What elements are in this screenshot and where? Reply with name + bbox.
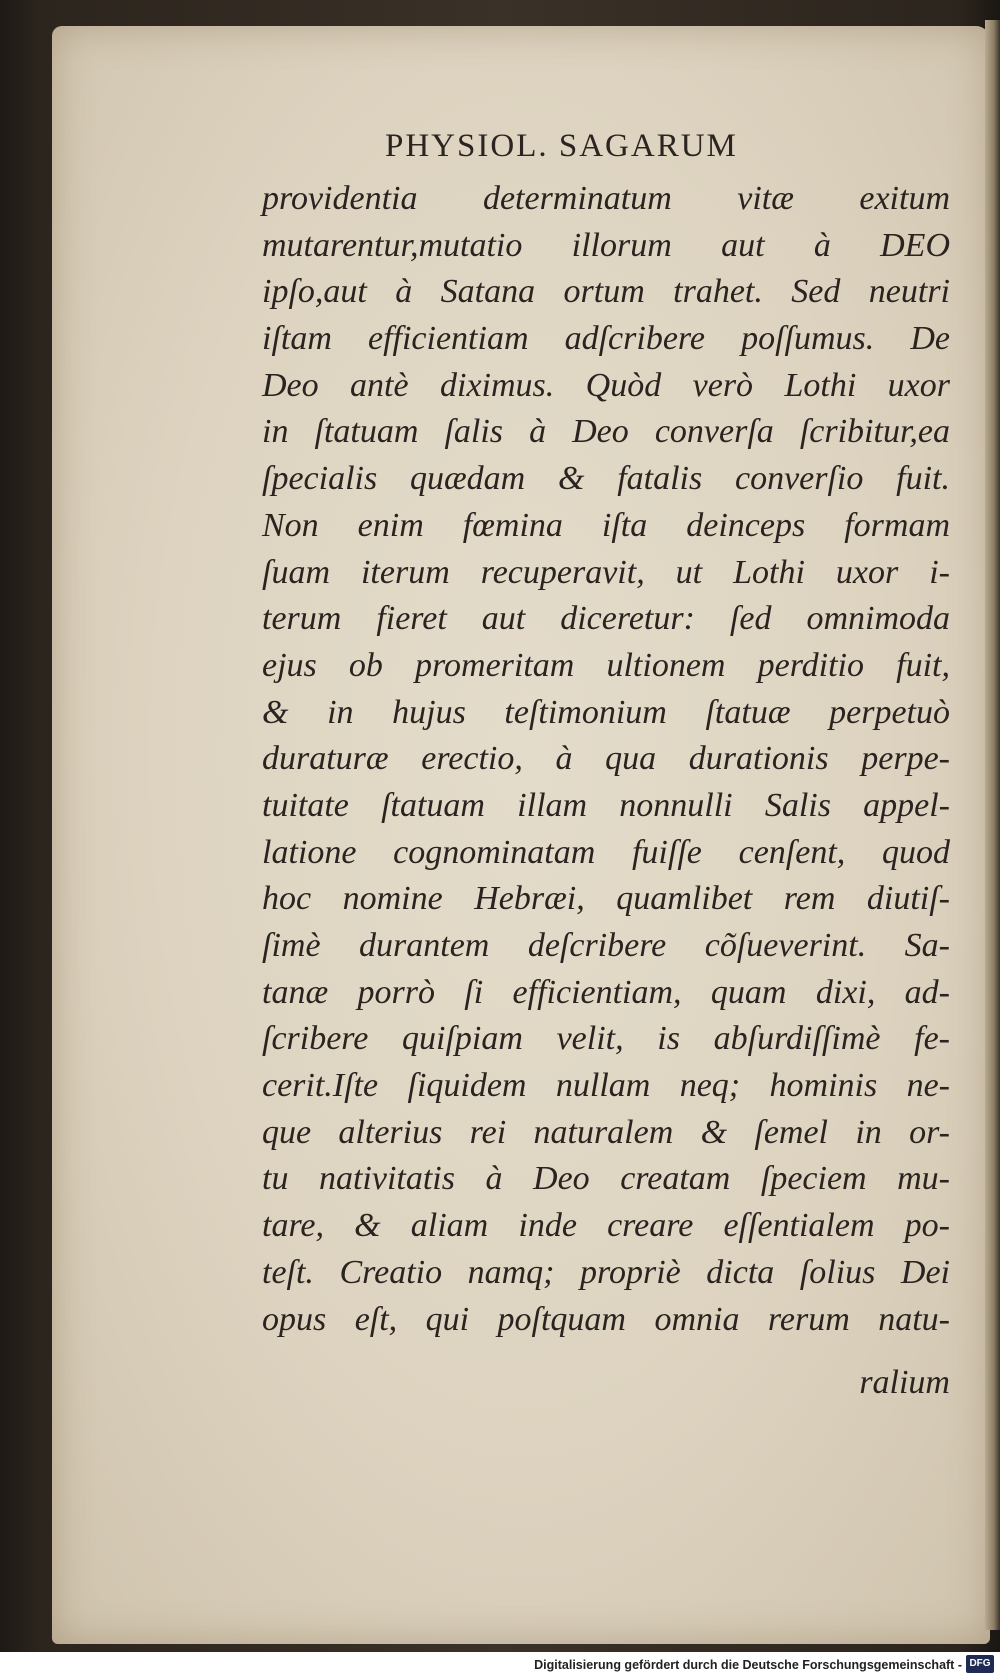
- text-line: tare, & aliam inde creare eſſentialem po-: [262, 1207, 950, 1245]
- text-line: in ſtatuam ſalis à Deo converſa ſcribitur,ea: [262, 413, 950, 451]
- footer-credit: Digitalisierung gefördert durch die Deutsche Forschungsgemeinschaft -: [534, 1658, 962, 1672]
- catchword: ralium: [859, 1364, 950, 1401]
- text-line: iſtam efficientiam adſcribere poſſumus. De: [262, 320, 950, 358]
- text-line: ſimè durantem deſcribere cõſueverint. Sa-: [262, 927, 950, 964]
- text-line: hoc nomine Hebræi, quamlibet rem diutiſ-: [262, 880, 950, 918]
- text-line: que alterius rei naturalem & ſemel in or-: [262, 1113, 950, 1151]
- digitization-footer: [0, 1652, 1000, 1678]
- text-line: Deo antè diximus. Quòd verò Lothi uxor: [262, 366, 950, 404]
- text-line: mutarentur,mutatio illorum aut à DEO: [262, 226, 950, 264]
- text-line: Non enim fœmina iſta deinceps formam: [262, 506, 950, 544]
- text-line: ſuam iterum recuperavit, ut Lothi uxor i-: [262, 553, 950, 591]
- text-line: providentia determinatum vitæ exitum: [262, 180, 950, 217]
- text-line: cerit.Iſte ſiquidem nullam neq; hominis ne-: [262, 1067, 950, 1105]
- body-text: [262, 176, 950, 1343]
- text-line: teſt. Creatio namq; propriè dicta ſolius Dei: [262, 1253, 950, 1291]
- text-line: & in hujus teſtimonium ſtatuæ perpetuò: [262, 693, 950, 731]
- text-line: ſcribere quiſpiam velit, is abſurdiſſimè fe-: [262, 1020, 950, 1058]
- page-edge: [985, 20, 1000, 1630]
- text-line: tanæ porrò ſi efficientiam, quam dixi, ad-: [262, 973, 950, 1011]
- text-line: terum fieret aut diceretur: ſed omnimoda: [262, 600, 950, 638]
- text-line: tuitate ſtatuam illam nonnulli Salis appel-: [262, 786, 950, 824]
- text-line: ipſo,aut à Satana ortum trahet. Sed neutri: [262, 273, 950, 311]
- text-line: duraturæ erectio, à qua durationis perpe-: [262, 740, 950, 778]
- text-line: opus eſt, qui poſtquam omnia rerum natu-: [262, 1300, 950, 1338]
- text-line: ejus ob promeritam ultionem perditio fuit,: [262, 646, 950, 684]
- text-line: tu nativitatis à Deo creatam ſpeciem mu-: [262, 1160, 950, 1198]
- running-title: PHYSIOL. SAGARUM: [385, 128, 738, 164]
- dfg-logo: DFG: [966, 1655, 994, 1673]
- text-line: ſpecialis quædam & fatalis converſio fuit.: [262, 460, 950, 498]
- text-line: latione cognominatam fuiſſe cenſent, quod: [262, 833, 950, 871]
